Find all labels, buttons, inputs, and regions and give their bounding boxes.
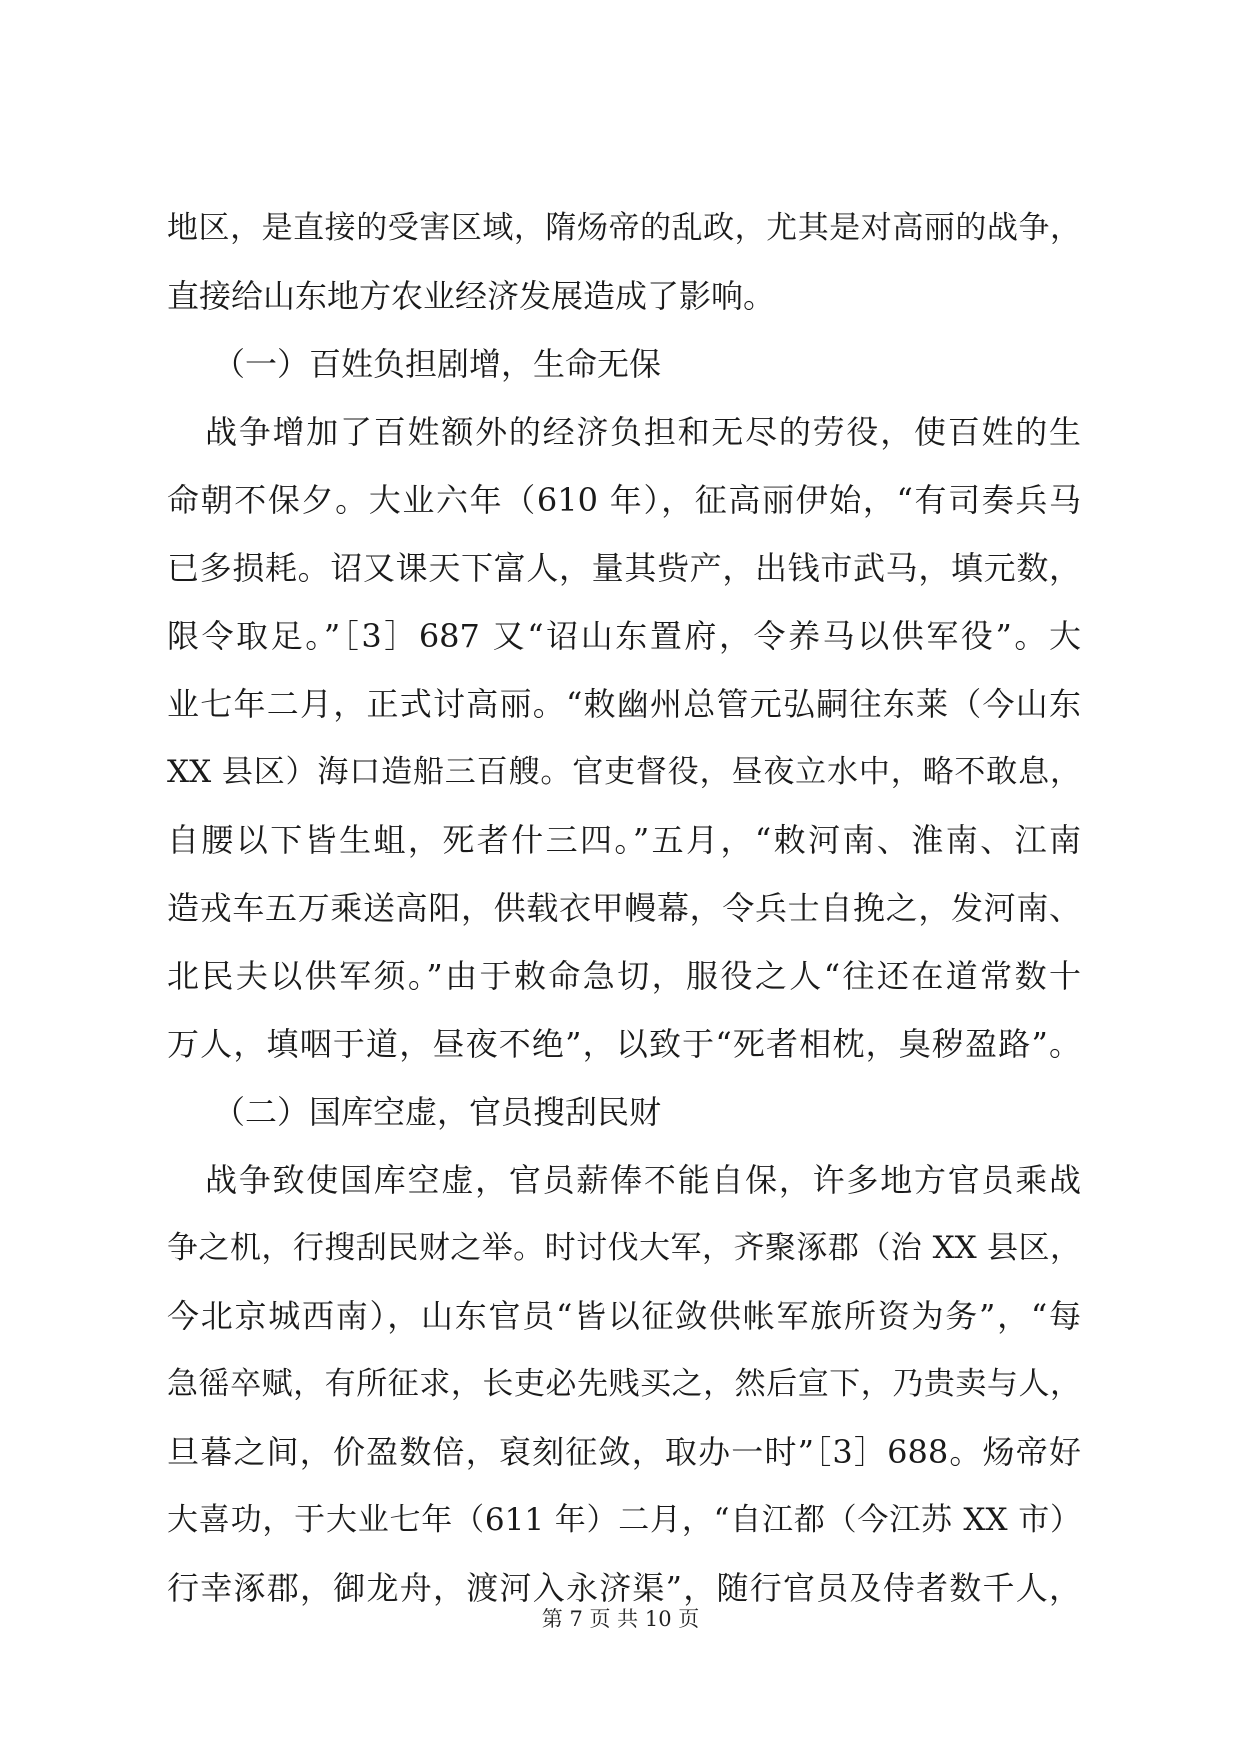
body-text-line: 自腰以下皆生蛆，死者什三四。”五月，“敕河南、淮南、江南 — [167, 821, 1081, 859]
body-text-line: 争之机，行搜刮民财之举。时讨伐大军，齐聚涿郡（治 XX 县区， — [167, 1230, 1081, 1266]
body-text-line: 大喜功，于大业七年（611 年）二月，“自江都（今江苏 XX 市） — [167, 1502, 1081, 1538]
paragraph-first-line: 战争致使国库空虚，官员薪俸不能自保，许多地方官员乘战 — [205, 1161, 1081, 1199]
body-text-line: 急徭卒赋，有所征求，长吏必先贱买之，然后宣下，乃贵卖与人， — [167, 1366, 1081, 1402]
page-number-footer: 第 7 页 共 10 页 — [541, 1607, 700, 1631]
section-heading: （二）国库空虚，官员搜刮民财 — [213, 1093, 662, 1131]
body-text-line: XX 县区）海口造船三百艘。官吏督役，昼夜立水中，略不敢息， — [167, 754, 1081, 790]
body-text-line: 地区，是直接的受害区域，隋炀帝的乱政，尤其是对高丽的战争， — [167, 210, 1081, 246]
body-text-line: 直接给山东地方农业经济发展造成了影响。 — [167, 277, 776, 315]
body-text-line: 造戎车五万乘送高阳，供载衣甲幔幕，令兵士自挽之，发河南、 — [167, 889, 1081, 927]
body-text-line: 命朝不保夕。大业六年（610 年），征高丽伊始，“有司奏兵马 — [167, 481, 1081, 519]
body-text-line: 行幸涿郡，御龙舟，渡河入永济渠”，随行官员及侍者数千人， — [167, 1569, 1081, 1607]
body-text-line: 已多损耗。诏又课天下富人，量其赀产，出钱市武马，填元数， — [167, 549, 1081, 587]
body-text-line: 万人，填咽于道，昼夜不绝”，以致于“死者相枕，臭秽盈路”。 — [167, 1025, 1081, 1063]
body-text-line: 业七年二月，正式讨高丽。“敕幽州总管元弘嗣往东莱（今山东 — [167, 685, 1081, 723]
body-text-line: 限令取足。”［3］687 又“诏山东置府，令养马以供军役”。大 — [167, 617, 1081, 655]
body-text-line: 旦暮之间，价盈数倍，裒刻征敛，取办一时”［3］688。炀帝好 — [167, 1433, 1081, 1471]
body-text-line: 北民夫以供军须。”由于敕命急切，服役之人“往还在道常数十 — [167, 957, 1081, 995]
body-text-line: 今北京城西南），山东官员“皆以征敛供帐军旅所资为务”，“每 — [167, 1297, 1081, 1335]
paragraph-first-line: 战争增加了百姓额外的经济负担和无尽的劳役，使百姓的生 — [205, 413, 1081, 451]
section-heading: （一）百姓负担剧增，生命无保 — [213, 345, 662, 383]
